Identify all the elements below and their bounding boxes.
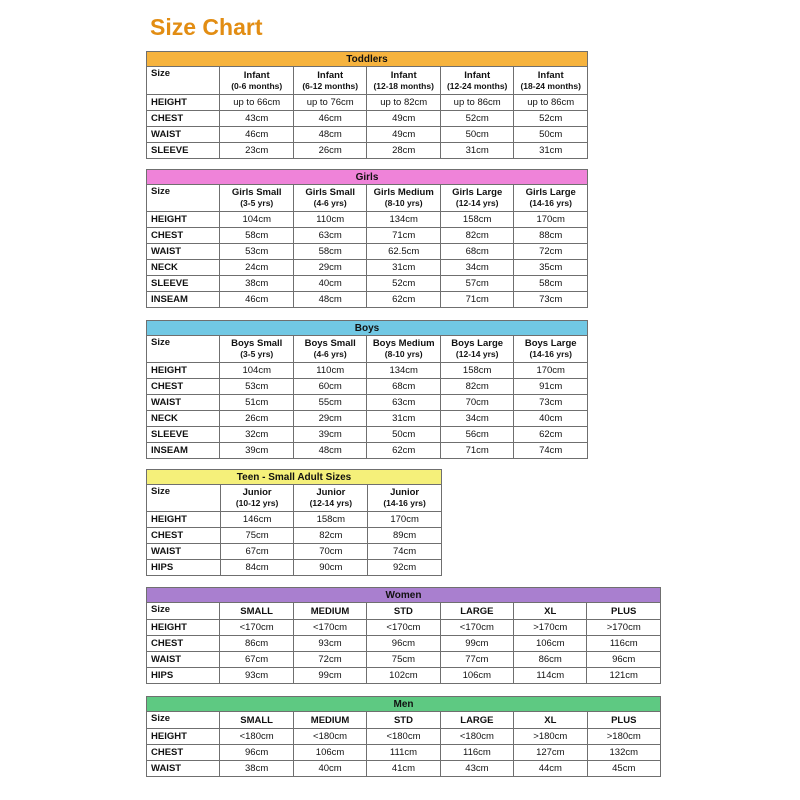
column-header <box>367 603 440 620</box>
column-header-title: Girls Large <box>525 187 576 198</box>
section-header: Women <box>147 588 661 603</box>
measurement-cell: 43cm <box>220 111 293 127</box>
measurement-cell: 106cm <box>514 636 587 652</box>
measurement-cell: 104cm <box>220 363 293 379</box>
measurement-cell: 46cm <box>220 127 293 143</box>
measurement-cell: 53cm <box>220 379 293 395</box>
measurement-cell: 134cm <box>367 212 440 228</box>
measurement-cell: 110cm <box>293 212 366 228</box>
table-row-neck <box>147 411 588 427</box>
column-header-title: Infant <box>537 69 564 81</box>
column-header-row <box>147 67 588 95</box>
measurement-cell: 40cm <box>293 761 366 777</box>
measurement-cell: 110cm <box>293 363 366 379</box>
measurement-cell: 75cm <box>220 528 294 544</box>
measurement-cell: 114cm <box>514 668 587 684</box>
measurement-cell: 170cm <box>514 212 588 228</box>
table-row-chest <box>147 111 588 127</box>
measurement-cell: 102cm <box>367 668 440 684</box>
measurement-cell: >180cm <box>514 729 587 745</box>
column-header-row <box>147 603 661 620</box>
row-label: WAIST <box>147 127 220 143</box>
row-label: HEIGHT <box>147 512 221 528</box>
column-header-title: MEDIUM <box>310 714 350 726</box>
column-header-title: Infant <box>317 69 344 81</box>
column-header <box>514 336 588 363</box>
column-header <box>293 185 366 212</box>
measurement-cell: 26cm <box>293 143 366 159</box>
column-header-range: (12-24 months) <box>446 80 508 91</box>
column-header-title: XL <box>544 605 557 617</box>
column-header <box>293 336 366 363</box>
table-row-neck <box>147 260 588 276</box>
measurement-cell: 75cm <box>367 652 440 668</box>
table-row-sleeve <box>147 143 588 159</box>
measurement-cell: 70cm <box>440 395 513 411</box>
measurement-cell: <180cm <box>220 729 293 745</box>
table-row-inseam <box>147 292 588 308</box>
measurement-cell: 86cm <box>220 636 293 652</box>
measurement-cell: 31cm <box>367 411 440 427</box>
measurement-cell: >170cm <box>514 620 587 636</box>
table-row-waist <box>147 244 588 260</box>
measurement-cell: 58cm <box>220 228 293 244</box>
column-header-range: (18-24 months) <box>520 80 581 91</box>
row-label: CHEST <box>147 379 220 395</box>
column-header <box>440 712 513 729</box>
column-header <box>367 336 440 363</box>
column-header-title: Boys Small <box>304 338 356 349</box>
column-header-range: (6-12 months) <box>302 80 359 91</box>
column-header <box>440 67 513 95</box>
measurement-cell: 48cm <box>293 292 366 308</box>
measurement-cell: 73cm <box>514 292 588 308</box>
size-label: Size <box>147 67 220 95</box>
measurement-cell: 93cm <box>293 636 366 652</box>
measurement-cell: 41cm <box>367 761 440 777</box>
page-title: Size Chart <box>150 14 263 40</box>
measurement-cell: 82cm <box>440 379 513 395</box>
measurement-cell: 127cm <box>514 745 587 761</box>
column-header-title: Junior <box>316 487 346 498</box>
table-row-waist <box>147 127 588 143</box>
measurement-cell: 158cm <box>440 212 513 228</box>
measurement-cell: 89cm <box>368 528 442 544</box>
column-header-range: (4-6 yrs) <box>313 349 347 359</box>
toddlers-table <box>146 51 588 159</box>
measurement-cell: 43cm <box>440 761 513 777</box>
measurement-cell: up to 86cm <box>514 95 588 111</box>
size-label: Size <box>147 485 221 512</box>
column-header <box>293 603 366 620</box>
measurement-cell: 99cm <box>440 636 513 652</box>
column-header <box>587 603 661 620</box>
column-header-title: STD <box>393 714 413 726</box>
column-header-title: Boys Medium <box>372 338 435 349</box>
column-header-title: SMALL <box>240 605 273 617</box>
row-label: HEIGHT <box>147 95 220 111</box>
measurement-cell: 26cm <box>220 411 293 427</box>
column-header-title: XL <box>544 714 557 726</box>
measurement-cell: 28cm <box>367 143 440 159</box>
section-header: Girls <box>147 170 588 185</box>
measurement-cell: up to 86cm <box>440 95 513 111</box>
column-header <box>367 185 440 212</box>
measurement-cell: 111cm <box>367 745 440 761</box>
measurement-cell: 50cm <box>514 127 588 143</box>
row-label: NECK <box>147 411 220 427</box>
column-header <box>514 67 588 95</box>
column-header-range: (14-16 yrs) <box>529 198 572 208</box>
measurement-cell: 38cm <box>220 761 293 777</box>
table-row-height <box>147 363 588 379</box>
column-header <box>367 712 440 729</box>
measurement-cell: 34cm <box>440 260 513 276</box>
measurement-cell: <170cm <box>220 620 293 636</box>
row-label: SLEEVE <box>147 427 220 443</box>
measurement-cell: up to 82cm <box>367 95 440 111</box>
measurement-cell: 45cm <box>587 761 660 777</box>
table-row-height <box>147 729 661 745</box>
column-header <box>514 712 587 729</box>
column-header <box>440 603 513 620</box>
row-label: SLEEVE <box>147 143 220 159</box>
column-header-row <box>147 185 588 212</box>
measurement-cell: 90cm <box>294 560 368 576</box>
table-row-sleeve <box>147 427 588 443</box>
measurement-cell: 56cm <box>440 427 513 443</box>
column-header-range: (12-14 yrs) <box>455 198 499 208</box>
measurement-cell: 71cm <box>440 443 513 459</box>
measurement-cell: 31cm <box>514 143 588 159</box>
table-row-chest <box>147 636 661 652</box>
measurement-cell: 48cm <box>293 443 366 459</box>
table-row-waist <box>147 652 661 668</box>
measurement-cell: up to 76cm <box>293 95 366 111</box>
measurement-cell: up to 66cm <box>220 95 293 111</box>
measurement-cell: 77cm <box>440 652 513 668</box>
measurement-cell: 53cm <box>220 244 293 260</box>
column-header-range: (8-10 yrs) <box>384 349 423 359</box>
measurement-cell: 74cm <box>514 443 588 459</box>
women-table <box>146 587 661 684</box>
row-label: CHEST <box>147 745 220 761</box>
column-header-title: LARGE <box>460 714 494 726</box>
column-header <box>514 603 587 620</box>
row-label: CHEST <box>147 111 220 127</box>
table-row-height <box>147 95 588 111</box>
measurement-cell: 58cm <box>514 276 588 292</box>
measurement-cell: 132cm <box>587 745 660 761</box>
measurement-cell: 62cm <box>367 443 440 459</box>
table-row-height <box>147 212 588 228</box>
column-header <box>220 603 293 620</box>
column-header-range: (14-16 yrs) <box>383 498 426 508</box>
measurement-cell: 71cm <box>367 228 440 244</box>
measurement-cell: 72cm <box>514 244 588 260</box>
measurement-cell: 39cm <box>220 443 293 459</box>
measurement-cell: 82cm <box>294 528 368 544</box>
measurement-cell: 55cm <box>293 395 366 411</box>
row-label: WAIST <box>147 544 221 560</box>
column-header-range: (10-12 yrs) <box>235 498 279 508</box>
measurement-cell: <170cm <box>440 620 513 636</box>
column-header-title: STD <box>393 605 413 617</box>
column-header <box>220 185 293 212</box>
measurement-cell: 34cm <box>440 411 513 427</box>
size-label: Size <box>147 712 220 729</box>
measurement-cell: 49cm <box>367 127 440 143</box>
column-header-title: Junior <box>242 487 272 498</box>
measurement-cell: 29cm <box>293 260 366 276</box>
section-header: Boys <box>147 321 588 336</box>
measurement-cell: 116cm <box>587 636 661 652</box>
measurement-cell: 67cm <box>220 652 293 668</box>
column-header <box>440 336 513 363</box>
column-header <box>220 712 293 729</box>
table-row-waist <box>147 761 661 777</box>
size-label: Size <box>147 336 220 363</box>
measurement-cell: 60cm <box>293 379 366 395</box>
measurement-cell: 74cm <box>368 544 442 560</box>
table-row-hips <box>147 668 661 684</box>
measurement-cell: 82cm <box>440 228 513 244</box>
column-header <box>440 185 513 212</box>
measurement-cell: 158cm <box>440 363 513 379</box>
measurement-cell: 63cm <box>367 395 440 411</box>
girls-table <box>146 169 588 308</box>
measurement-cell: 106cm <box>440 668 513 684</box>
measurement-cell: 116cm <box>440 745 513 761</box>
table-row-waist <box>147 544 442 560</box>
measurement-cell: 134cm <box>367 363 440 379</box>
measurement-cell: 29cm <box>293 411 366 427</box>
column-header <box>220 67 293 95</box>
column-header <box>220 336 293 363</box>
column-header-row <box>147 485 442 512</box>
row-label: HIPS <box>147 668 220 684</box>
row-label: HEIGHT <box>147 729 220 745</box>
column-header-title: Boys Large <box>451 338 504 349</box>
measurement-cell: 96cm <box>587 652 661 668</box>
teen-table <box>146 469 442 576</box>
measurement-cell: 72cm <box>293 652 366 668</box>
measurement-cell: 50cm <box>440 127 513 143</box>
column-header-title: Girls Large <box>452 187 503 198</box>
column-header-title: Boys Large <box>524 338 577 349</box>
measurement-cell: <170cm <box>293 620 366 636</box>
row-label: WAIST <box>147 761 220 777</box>
measurement-cell: 170cm <box>514 363 588 379</box>
measurement-cell: 52cm <box>514 111 588 127</box>
measurement-cell: 38cm <box>220 276 293 292</box>
row-label: HEIGHT <box>147 212 220 228</box>
measurement-cell: 32cm <box>220 427 293 443</box>
measurement-cell: 71cm <box>440 292 513 308</box>
measurement-cell: 50cm <box>367 427 440 443</box>
measurement-cell: 68cm <box>440 244 513 260</box>
measurement-cell: 48cm <box>293 127 366 143</box>
table-row-chest <box>147 228 588 244</box>
measurement-cell: 46cm <box>220 292 293 308</box>
row-label: HEIGHT <box>147 620 220 636</box>
table-row-inseam <box>147 443 588 459</box>
measurement-cell: 158cm <box>294 512 368 528</box>
measurement-cell: 39cm <box>293 427 366 443</box>
measurement-cell: 121cm <box>587 668 661 684</box>
section-header: Teen - Small Adult Sizes <box>147 470 442 485</box>
measurement-cell: <180cm <box>440 729 513 745</box>
column-header <box>514 185 588 212</box>
measurement-cell: 62cm <box>514 427 588 443</box>
measurement-cell: 52cm <box>367 276 440 292</box>
column-header <box>293 712 366 729</box>
column-header <box>368 485 442 512</box>
measurement-cell: 96cm <box>220 745 293 761</box>
measurement-cell: 52cm <box>440 111 513 127</box>
column-header-title: Girls Small <box>305 187 356 198</box>
size-label: Size <box>147 185 220 212</box>
measurement-cell: 24cm <box>220 260 293 276</box>
column-header <box>293 67 366 95</box>
measurement-cell: <180cm <box>367 729 440 745</box>
column-header-row <box>147 712 661 729</box>
row-label: WAIST <box>147 652 220 668</box>
column-header <box>220 485 294 512</box>
table-row-sleeve <box>147 276 588 292</box>
measurement-cell: 99cm <box>293 668 366 684</box>
row-label: INSEAM <box>147 443 220 459</box>
measurement-cell: 58cm <box>293 244 366 260</box>
measurement-cell: 88cm <box>514 228 588 244</box>
measurement-cell: 104cm <box>220 212 293 228</box>
boys-table <box>146 320 588 459</box>
column-header-range: (0-6 months) <box>231 80 283 91</box>
section-header: Men <box>147 697 661 712</box>
measurement-cell: 63cm <box>293 228 366 244</box>
column-header-title: Girls Small <box>231 187 282 198</box>
column-header-title: PLUS <box>611 605 637 617</box>
table-row-chest <box>147 745 661 761</box>
measurement-cell: 68cm <box>367 379 440 395</box>
column-header-title: Boys Small <box>231 338 283 349</box>
column-header-title: Infant <box>390 69 417 81</box>
measurement-cell: 170cm <box>368 512 442 528</box>
measurement-cell: 62cm <box>367 292 440 308</box>
table-row-height <box>147 512 442 528</box>
measurement-cell: 91cm <box>514 379 588 395</box>
measurement-cell: 40cm <box>514 411 588 427</box>
measurement-cell: <180cm <box>293 729 366 745</box>
measurement-cell: 146cm <box>220 512 294 528</box>
column-header <box>294 485 368 512</box>
measurement-cell: 51cm <box>220 395 293 411</box>
row-label: CHEST <box>147 228 220 244</box>
measurement-cell: 67cm <box>220 544 294 560</box>
size-label: Size <box>147 603 220 620</box>
measurement-cell: >180cm <box>587 729 660 745</box>
column-header-range: (8-10 yrs) <box>384 198 423 208</box>
column-header-range: (14-16 yrs) <box>529 349 572 359</box>
table-row-hips <box>147 560 442 576</box>
row-label: CHEST <box>147 636 220 652</box>
column-header-range: (3-5 yrs) <box>240 349 274 359</box>
measurement-cell: 73cm <box>514 395 588 411</box>
row-label: HIPS <box>147 560 221 576</box>
measurement-cell: 31cm <box>367 260 440 276</box>
measurement-cell: 84cm <box>220 560 294 576</box>
table-row-height <box>147 620 661 636</box>
measurement-cell: 70cm <box>294 544 368 560</box>
column-header <box>587 712 660 729</box>
men-table <box>146 696 661 777</box>
column-header-title: Infant <box>243 69 270 81</box>
measurement-cell: 40cm <box>293 276 366 292</box>
table-row-chest <box>147 528 442 544</box>
column-header <box>367 67 440 95</box>
row-label: NECK <box>147 260 220 276</box>
measurement-cell: 57cm <box>440 276 513 292</box>
column-header-title: Girls Medium <box>373 187 434 198</box>
column-header-title: Junior <box>390 487 420 498</box>
measurement-cell: 93cm <box>220 668 293 684</box>
measurement-cell: 96cm <box>367 636 440 652</box>
measurement-cell: 31cm <box>440 143 513 159</box>
measurement-cell: 23cm <box>220 143 293 159</box>
column-header-range: (12-18 months) <box>373 80 434 91</box>
column-header-range: (12-14 yrs) <box>309 498 353 508</box>
table-row-chest <box>147 379 588 395</box>
column-header-title: PLUS <box>611 714 637 726</box>
measurement-cell: 44cm <box>514 761 587 777</box>
column-header-title: Infant <box>464 69 491 81</box>
column-header-row <box>147 336 588 363</box>
measurement-cell: 35cm <box>514 260 588 276</box>
table-row-waist <box>147 395 588 411</box>
section-header: Toddlers <box>147 52 588 67</box>
row-label: WAIST <box>147 244 220 260</box>
measurement-cell: <170cm <box>367 620 440 636</box>
row-label: HEIGHT <box>147 363 220 379</box>
column-header-title: LARGE <box>460 605 494 617</box>
measurement-cell: 62.5cm <box>367 244 440 260</box>
measurement-cell: 46cm <box>293 111 366 127</box>
column-header-title: SMALL <box>240 714 273 726</box>
measurement-cell: 86cm <box>514 652 587 668</box>
row-label: SLEEVE <box>147 276 220 292</box>
measurement-cell: 92cm <box>368 560 442 576</box>
column-header-range: (3-5 yrs) <box>240 198 274 208</box>
measurement-cell: >170cm <box>587 620 661 636</box>
column-header-range: (4-6 yrs) <box>313 198 347 208</box>
measurement-cell: 106cm <box>293 745 366 761</box>
column-header-range: (12-14 yrs) <box>455 349 499 359</box>
column-header-title: MEDIUM <box>310 605 350 617</box>
row-label: INSEAM <box>147 292 220 308</box>
row-label: WAIST <box>147 395 220 411</box>
row-label: CHEST <box>147 528 221 544</box>
measurement-cell: 49cm <box>367 111 440 127</box>
